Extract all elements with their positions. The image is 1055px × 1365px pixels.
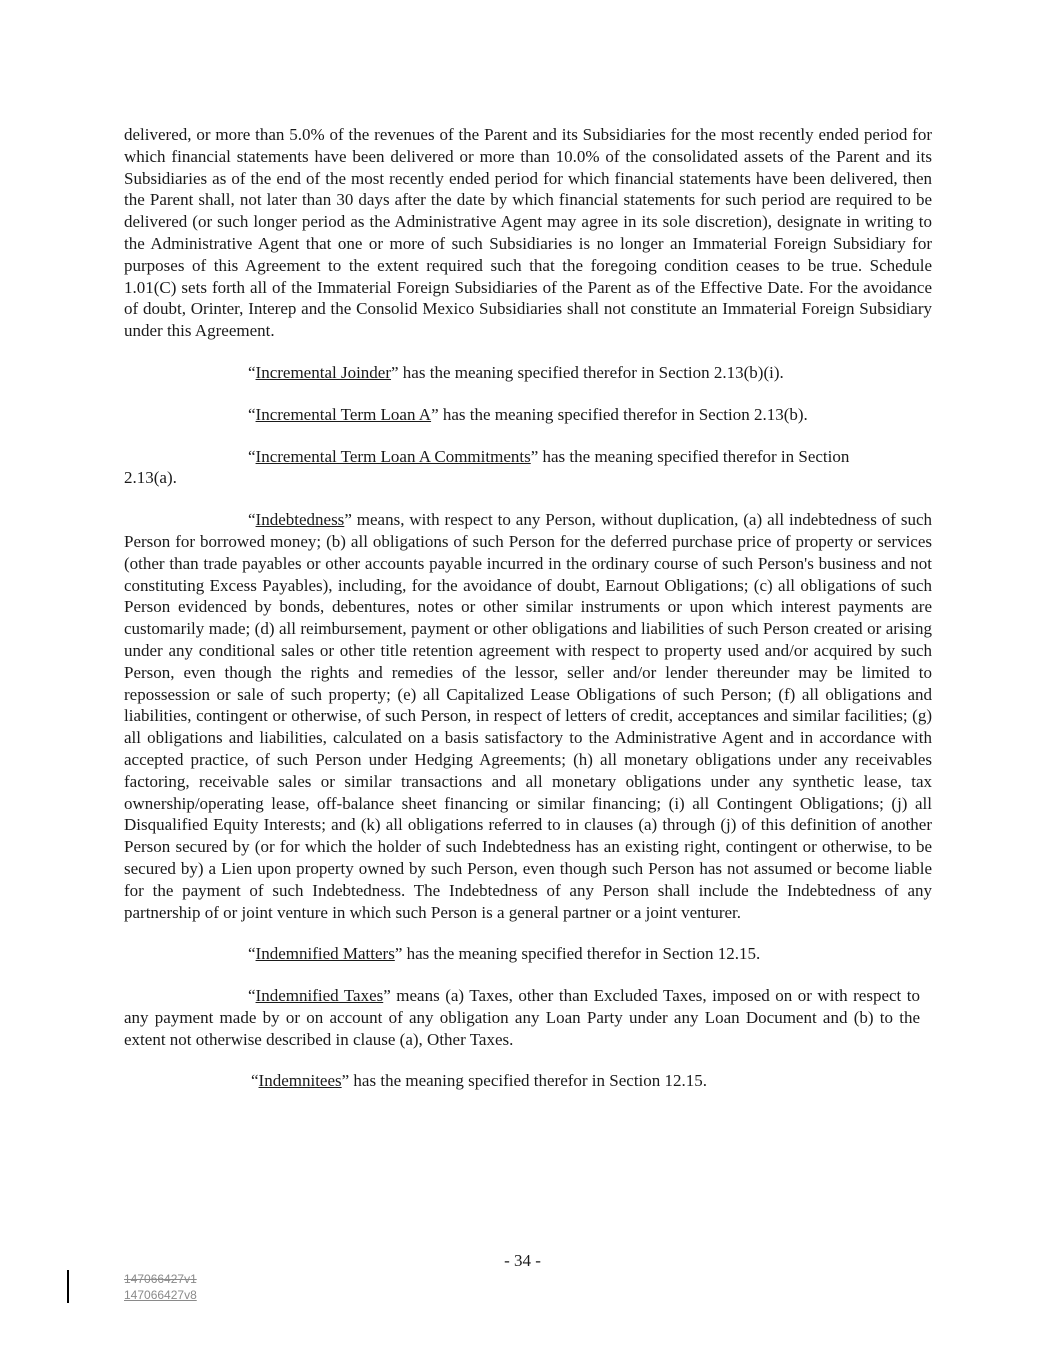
document-id-inserted: 147066427v8: [124, 1288, 197, 1302]
definition-incremental-term-loan-a-commitments: “Incremental Term Loan A Commitments” has the meaning specified therefor in Section: [248, 446, 850, 466]
defined-term: Indemnified Taxes: [255, 986, 384, 1006]
document-id-deleted: 147066427v1: [124, 1272, 197, 1286]
definition-indemnified-matters: “Indemnified Matters” has the meaning specified therefor in Section 12.15.: [248, 944, 761, 964]
definition-indebtedness: “Indebtedness” means, with respect to any Person, without duplication, (a) all indebtedness of such Person for borrowed money; (b) all obligations of such Person for the deferred purchase price of property or services (other than trade payables or other accounts payable incurred in the ordinary course of such Person's business and not constituting Excess Payables), including, for the avoidance of doubt, Earnout Obligations; (c) all obligations of such Person evidenced by bonds, debentures, notes or other similar instruments or upon which interest payments are customarily made; (d) all reimbursement, payment or other obligations and liabilities of such Person created or arising under any conditional sales or other title retention agreement with respect to property used and/or acquired by such Person, even though the rights and remedies of the lessor, seller and/or lender thereunder may be limited to repossession or sale of such property; (e) all Capitalized Lease Obligations of such Person; (f) all obligations and liabilities, contingent or otherwise, of such Person, in respect of letters of credit, acceptances and similar facilities; (g) all obligations and liabilities, calculated on a basis satisfactory to the Administrative Agent and in accordance with accepted practice, of such Person under Hedging Agreements; (h) all monetary obligations under any receivables factoring, receivable sales or similar transactions and all monetary obligations under any synthetic lease, tax ownership/operating lease, off-balance sheet financing or similar financing; (i) all Contingent Obligations; (j) all Disqualified Equity Interests; and (k) all obligations referred to in clauses (a) through (j) of this definition of another Person secured by (or for which the holder of such Indebtedness has an existing right, contingent or otherwise, to be secured by) a Lien upon property owned by such Person, even though such Person has not assumed or become liable for the payment of such Indebtedness. The Indebtedness of any Person shall include the Indebtedness of any partnership of or joint venture in which such Person is a general partner or a joint venturer.: [124, 510, 932, 922]
definition-incremental-term-loan-a: “Incremental Term Loan A” has the meaning specified therefor in Section 2.13(b).: [248, 404, 808, 424]
defined-term: Indemnified Matters: [255, 944, 395, 964]
document-body: [124, 124, 932, 1092]
defined-term: Incremental Term Loan A Commitments: [255, 446, 531, 466]
definition-indemnitees: “Indemnitees” has the meaning specified therefor in Section 12.15.: [251, 1071, 708, 1091]
definition-incremental-term-loan-a-commitments-wrap: 2.13(a).: [124, 468, 177, 488]
page-number: - 34 -: [504, 1251, 541, 1270]
paragraph-immaterial-foreign-subsidiary-continued: delivered, or more than 5.0% of the revenues of the Parent and its Subsidiaries for the most recently ended period for which financial statements have been delivered or more than 10.0% of the consolidated assets of the Parent and its Subsidiaries as of the end of the most recently ended period for which financial statements have been delivered, then the Parent shall, not later than 30 days after the date by which financial statements for such period are required to be delivered (or such longer period as the Administrative Agent may agree in its sole discretion), designate in writing to the Administrative Agent that one or more of such Subsidiaries is no longer an Immaterial Foreign Subsidiary for purposes of this Agreement to the extent required such that the foregoing condition ceases to be true. Schedule 1.01(C) sets forth all of the Immaterial Foreign Subsidiaries of the Parent as of the Effective Date. For the avoidance of doubt, Orinter, Interep and the Consolid Mexico Subsidiaries shall not constitute an Immaterial Foreign Subsidiary under this Agreement.: [124, 125, 932, 341]
defined-term: Indemnitees: [258, 1071, 342, 1091]
definition-indemnified-taxes: “Indemnified Taxes” means (a) Taxes, other than Excluded Taxes, imposed on or with respect to any payment made by or on account of any obligation any Loan Party under any Loan Document and (b) to the extent not otherwise described in clause (a), Other Taxes.: [124, 986, 920, 1049]
defined-term: Incremental Term Loan A: [255, 404, 432, 424]
defined-term: Incremental Joinder: [255, 362, 392, 382]
definition-incremental-joinder: “Incremental Joinder” has the meaning specified therefor in Section 2.13(b)(i).: [248, 362, 784, 382]
defined-term: Indebtedness: [255, 510, 345, 530]
revision-change-bar: [67, 1270, 69, 1303]
